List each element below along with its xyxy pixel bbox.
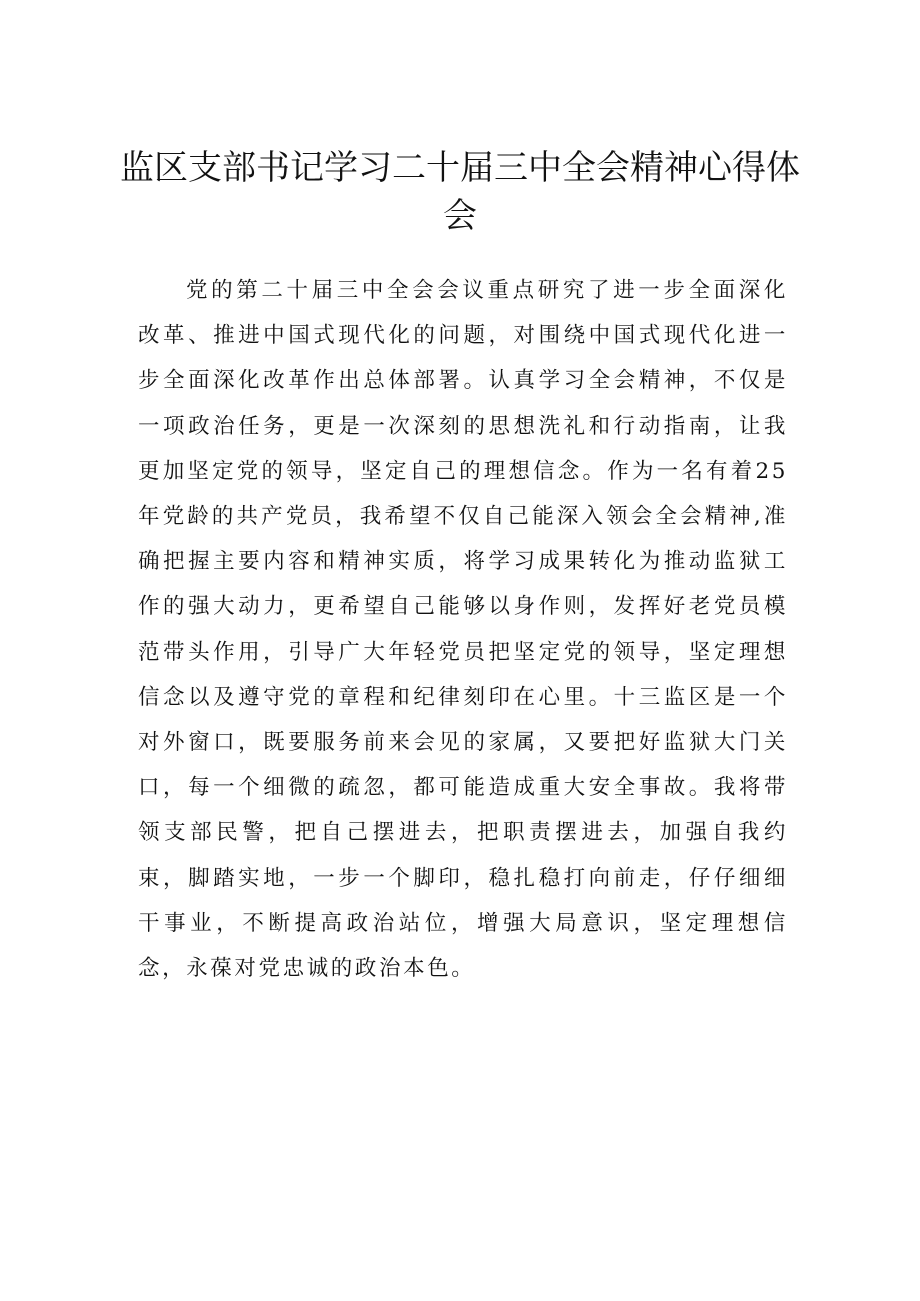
document-title: 监区支部书记学习二十届三中全会精神心得体会 — [120, 148, 800, 236]
document-body-paragraph: 党的第二十届三中全会会议重点研究了进一步全面深化改革、推进中国式现代化的问题，对围绕中国式现代化进一步全面深化改革作出总体部署。认真学习全会精神，不仅是一项政治任务，更是一次深刻的思想洗礼和行动指南，让我更加坚定党的领导，坚定自己的理想信念。作为一名有着25年党龄的共产党员，我希望不仅自己能深入领会全会精神,准确把握主要内容和精神实质，将学习成果转化为推动监狱工作的强大动力，更希望自己能够以身作则，发挥好老党员模范带头作用，引导广大年轻党员把坚定党的领导，坚定理想信念以及遵守党的章程和纪律刻印在心里。十三监区是一个对外窗口，既要服务前来会见的家属，又要把好监狱大门关口，每一个细微的疏忽，都可能造成重大安全事故。我将带领支部民警，把自己摆进去，把职责摆进去，加强自我约束，脚踏实地，一步一个脚印，稳扎稳打向前走，仔仔细细干事业，不断提高政治站位，增强大局意识，坚定理想信念，永葆对党忠诚的政治本色。 — [138, 278, 788, 982]
